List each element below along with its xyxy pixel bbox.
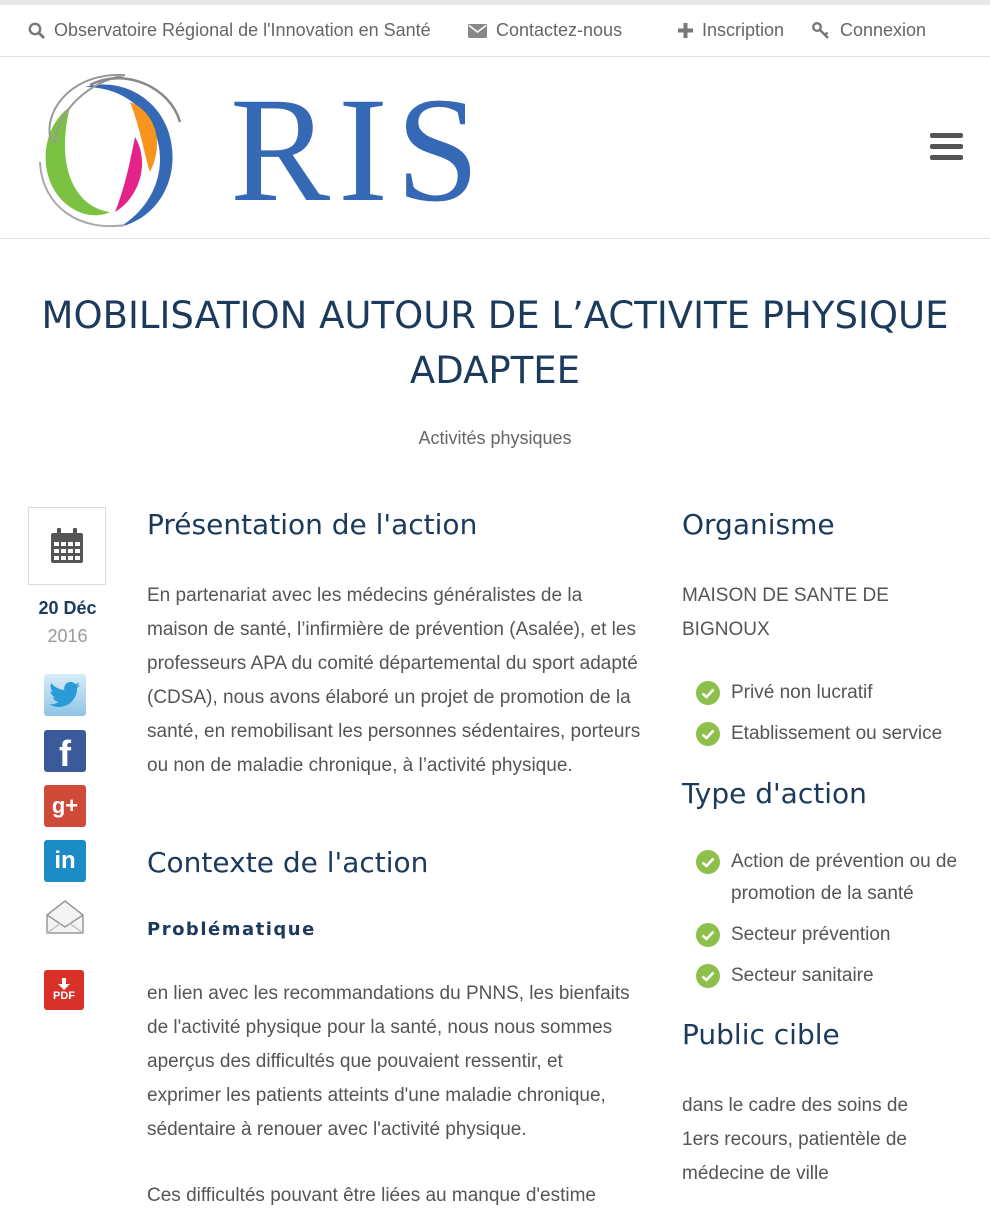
signup-label: Inscription bbox=[702, 20, 785, 40]
google-plus-icon: g+ bbox=[51, 793, 79, 818]
presentation-text: En partenariat avec les médecins généralistes de la maison de santé, l’infirmière de prévention (Asalée), et les professeurs APA du comité départemental du sport adapté (CDSA), nous avons élaboré un projet de promotion de la santé, en remobilisant les personnes sédentaires, porteurs ou non de maladie chronique, à l’activité physique. bbox=[147, 585, 641, 776]
type-tag-label: Secteur sanitaire bbox=[731, 965, 874, 986]
organisme-tag bbox=[696, 677, 976, 709]
site-logo[interactable] bbox=[30, 67, 488, 233]
login-label: Connexion bbox=[840, 20, 927, 40]
envelope-icon bbox=[45, 899, 85, 935]
type-heading: Type d'action bbox=[682, 777, 867, 810]
organisme-heading: Organisme bbox=[682, 508, 835, 541]
organisme-name: MAISON DE SANTE DE BIGNOUX bbox=[682, 585, 889, 640]
organisme-tag bbox=[696, 718, 976, 750]
page-title: MOBILISATION AUTOUR DE L’ACTIVITE PHYSIQUE ADAPTEE bbox=[41, 294, 949, 392]
type-tag bbox=[696, 919, 976, 951]
type-tag-label: Secteur prévention bbox=[731, 924, 891, 945]
type-tag bbox=[696, 960, 976, 992]
organisme-tag-label: Privé non lucratif bbox=[731, 682, 873, 703]
linkedin-icon: in bbox=[54, 847, 76, 874]
logo-swirl-icon bbox=[30, 67, 190, 232]
org-link[interactable] bbox=[28, 5, 431, 56]
calendar-icon bbox=[50, 528, 84, 564]
problem-text-continued: Ces difficultés pouvant être liées au manque d'estime bbox=[147, 1185, 596, 1206]
hamburger-menu-icon[interactable] bbox=[930, 133, 963, 161]
check-icon bbox=[696, 850, 720, 874]
contact-link[interactable] bbox=[468, 5, 622, 56]
date-year: 2016 bbox=[47, 626, 88, 646]
plus-icon bbox=[678, 23, 693, 38]
organisme-tag-label: Etablissement ou service bbox=[731, 723, 943, 744]
article-category[interactable]: Activités physiques bbox=[418, 428, 572, 448]
linkedin-share-button[interactable] bbox=[44, 840, 86, 882]
facebook-share-button[interactable] bbox=[44, 730, 86, 772]
login-link[interactable] bbox=[812, 5, 926, 56]
envelope-icon bbox=[468, 24, 487, 38]
download-arrow-icon bbox=[57, 978, 71, 990]
facebook-icon: f bbox=[59, 733, 71, 774]
google-plus-share-button[interactable] bbox=[44, 785, 86, 827]
problem-text: en lien avec les recommandations du PNNS, les bienfaits de l'activité physique pour la santé, nous nous sommes aperçus des difficultés que pouvaient ressentir, et exprimer les patients atteints d'une maladie chronique, sédentaire à renouer avec l'activité physique. bbox=[147, 983, 630, 1140]
org-link-label: Observatoire Régional de l'Innovation en Santé bbox=[54, 20, 431, 40]
signup-link[interactable] bbox=[678, 5, 784, 56]
pdf-download-button[interactable] bbox=[44, 970, 84, 1010]
site-header bbox=[0, 57, 990, 239]
top-bar bbox=[0, 5, 990, 57]
pdf-label: PDF bbox=[53, 990, 75, 1002]
check-icon bbox=[696, 923, 720, 947]
date-day: 20 Déc bbox=[38, 598, 97, 618]
context-heading: Contexte de l'action bbox=[147, 846, 429, 879]
presentation-heading: Présentation de l'action bbox=[147, 508, 478, 541]
public-text: dans le cadre des soins de 1ers recours, patientèle de médecine de ville bbox=[682, 1095, 909, 1184]
type-tag-label: Action de prévention ou de promotion de la santé bbox=[731, 851, 958, 904]
twitter-share-button[interactable] bbox=[44, 674, 86, 716]
key-icon bbox=[812, 22, 831, 39]
check-icon bbox=[696, 722, 720, 746]
logo-text: RIS bbox=[230, 67, 488, 233]
email-share-button[interactable] bbox=[44, 896, 86, 938]
type-tag bbox=[696, 846, 976, 910]
contact-label: Contactez-nous bbox=[496, 20, 623, 40]
check-icon bbox=[696, 964, 720, 988]
check-icon bbox=[696, 681, 720, 705]
public-heading: Public cible bbox=[682, 1018, 840, 1051]
search-icon bbox=[28, 22, 45, 39]
problem-heading: Problématique bbox=[147, 919, 316, 940]
twitter-icon bbox=[49, 682, 81, 708]
date-box bbox=[28, 507, 106, 585]
